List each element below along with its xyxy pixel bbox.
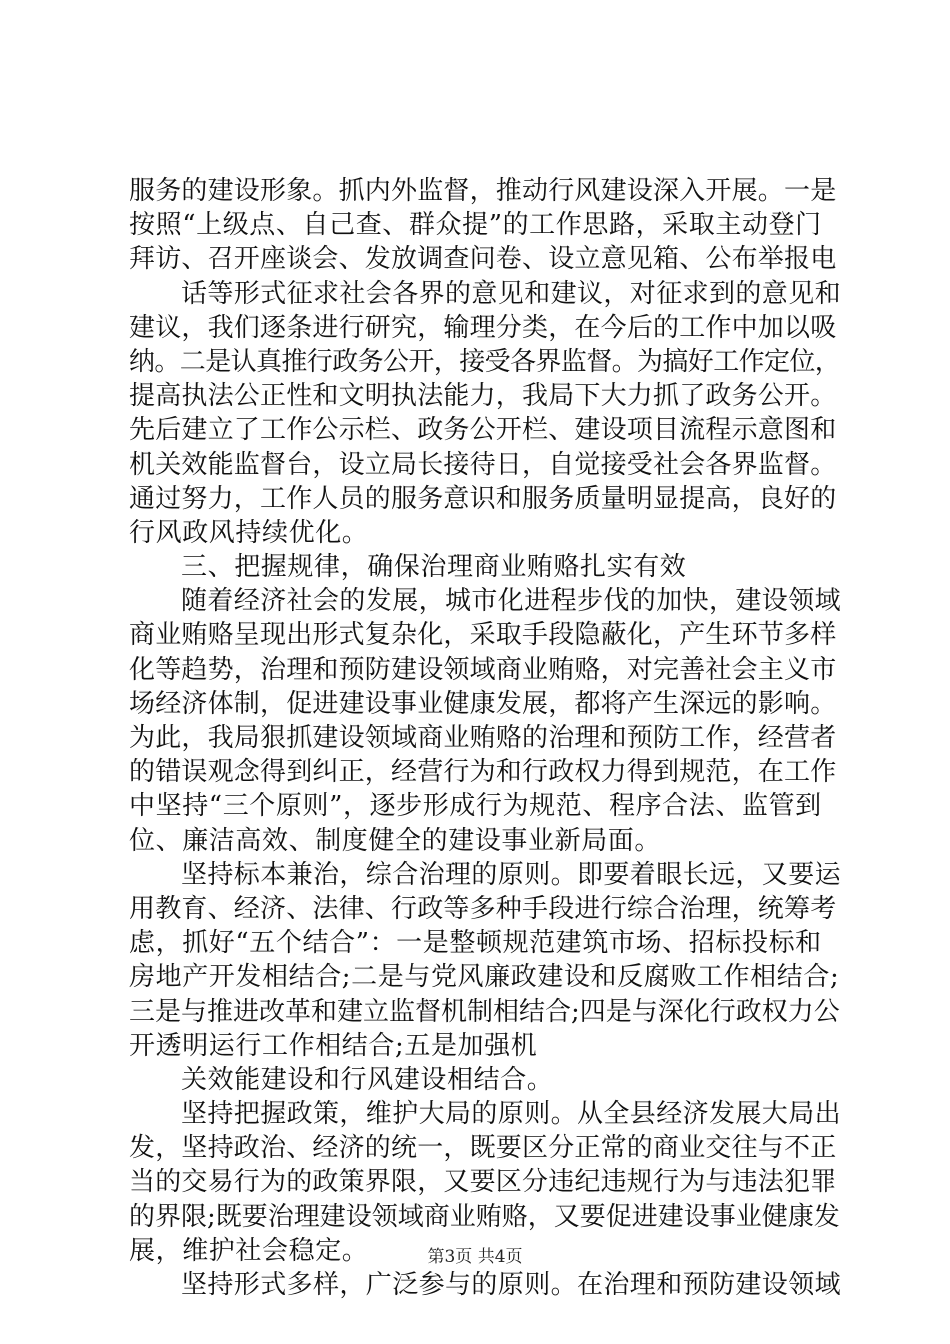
text-line: 场经济体制，促进建设事业健康发展，都将产生深远的影响。 [129,688,837,719]
text-line: 通过努力，工作人员的服务意识和服务质量明显提高，良好的 [129,483,837,514]
text-line: 位、廉洁高效、制度健全的建设事业新局面。 [129,825,662,856]
text-line: 中坚持“三个原则”，逐步形成行为规范、程序合法、监管到 [129,791,822,822]
text-line: 坚持把握政策，维护大局的原则。从全县经济发展大局出 [181,1099,842,1130]
text-line: 当的交易行为的政策界限，又要区分违纪违规行为与违法犯罪 [129,1167,837,1198]
text-line: 坚持形式多样，广泛参与的原则。在治理和预防建设领域 [181,1270,842,1300]
text-line: 发，坚持政治、经济的统一，既要区分正常的商业交往与不正 [129,1133,837,1164]
text-line: 建议，我们逐条进行研究，输理分类，在今后的工作中加以吸 [129,312,837,343]
text-line: 关效能建设和行风建设相结合。 [181,1064,554,1095]
text-line: 机关效能监督台，设立局长接待日，自觉接受社会各界监督。 [129,449,837,480]
text-line: 化等趋势，治理和预防建设领域商业贿赂，对完善社会主义市 [129,654,837,685]
text-line: 纳。二是认真推行政务公开，接受各界监督。为搞好工作定位， [129,346,841,377]
page-footer: 第3页 共4页 [427,1247,523,1267]
text-line: 话等形式征求社会各界的意见和建议，对征求到的意见和 [181,278,842,309]
text-line: 虑，抓好“五个结合”：一是整顿规范建筑市场、招标投标和 [129,928,822,959]
text-line: 先后建立了工作公示栏、政务公开栏、建设项目流程示意图和 [129,415,837,446]
text-line: 用教育、经济、法律、行政等多种手段进行综合治理，统筹考 [129,893,837,924]
text-line: 商业贿赂呈现出形式复杂化，采取手段隐蔽化，产生环节多样 [129,620,837,651]
text-line: 房地产开发相结合;二是与党风廉政建设和反腐败工作相结合; [129,962,840,993]
text-line: 按照“上级点、自己查、群众提”的工作思路，采取主动登门 [129,210,822,241]
text-line: 随着经济社会的发展，城市化进程步伐的加快，建设领域 [181,586,842,617]
text-line: 的界限;既要治理建设领域商业贿赂，又要促进建设事业健康发 [129,1201,840,1232]
text-line: 三、把握规律，确保治理商业贿赂扎实有效 [181,552,687,583]
text-line: 坚持标本兼治，综合治理的原则。即要着眼长远，又要运 [181,859,842,890]
document-body [129,174,842,1302]
text-line: 行风政风持续优化。 [129,517,369,548]
text-line: 三是与推进改革和建立监督机制相结合;四是与深化行政权力公 [129,996,840,1027]
text-line: 开透明运行工作相结合;五是加强机 [129,1030,538,1061]
text-line: 服务的建设形象。抓内外监督，推动行风建设深入开展。一是 [129,176,837,206]
text-line: 的错误观念得到纠正，经营行为和行政权力得到规范，在工作 [129,757,837,788]
text-line: 拜访、召开座谈会、发放调查问卷、设立意见箱、公布举报电 [129,244,837,275]
text-line: 提高执法公正性和文明执法能力，我局下大力抓了政务公开。 [129,381,837,412]
text-line: 展，维护社会稳定。 [129,1235,369,1266]
text-line: 为此，我局狠抓建设领域商业贿赂的治理和预防工作，经营者 [129,723,837,753]
